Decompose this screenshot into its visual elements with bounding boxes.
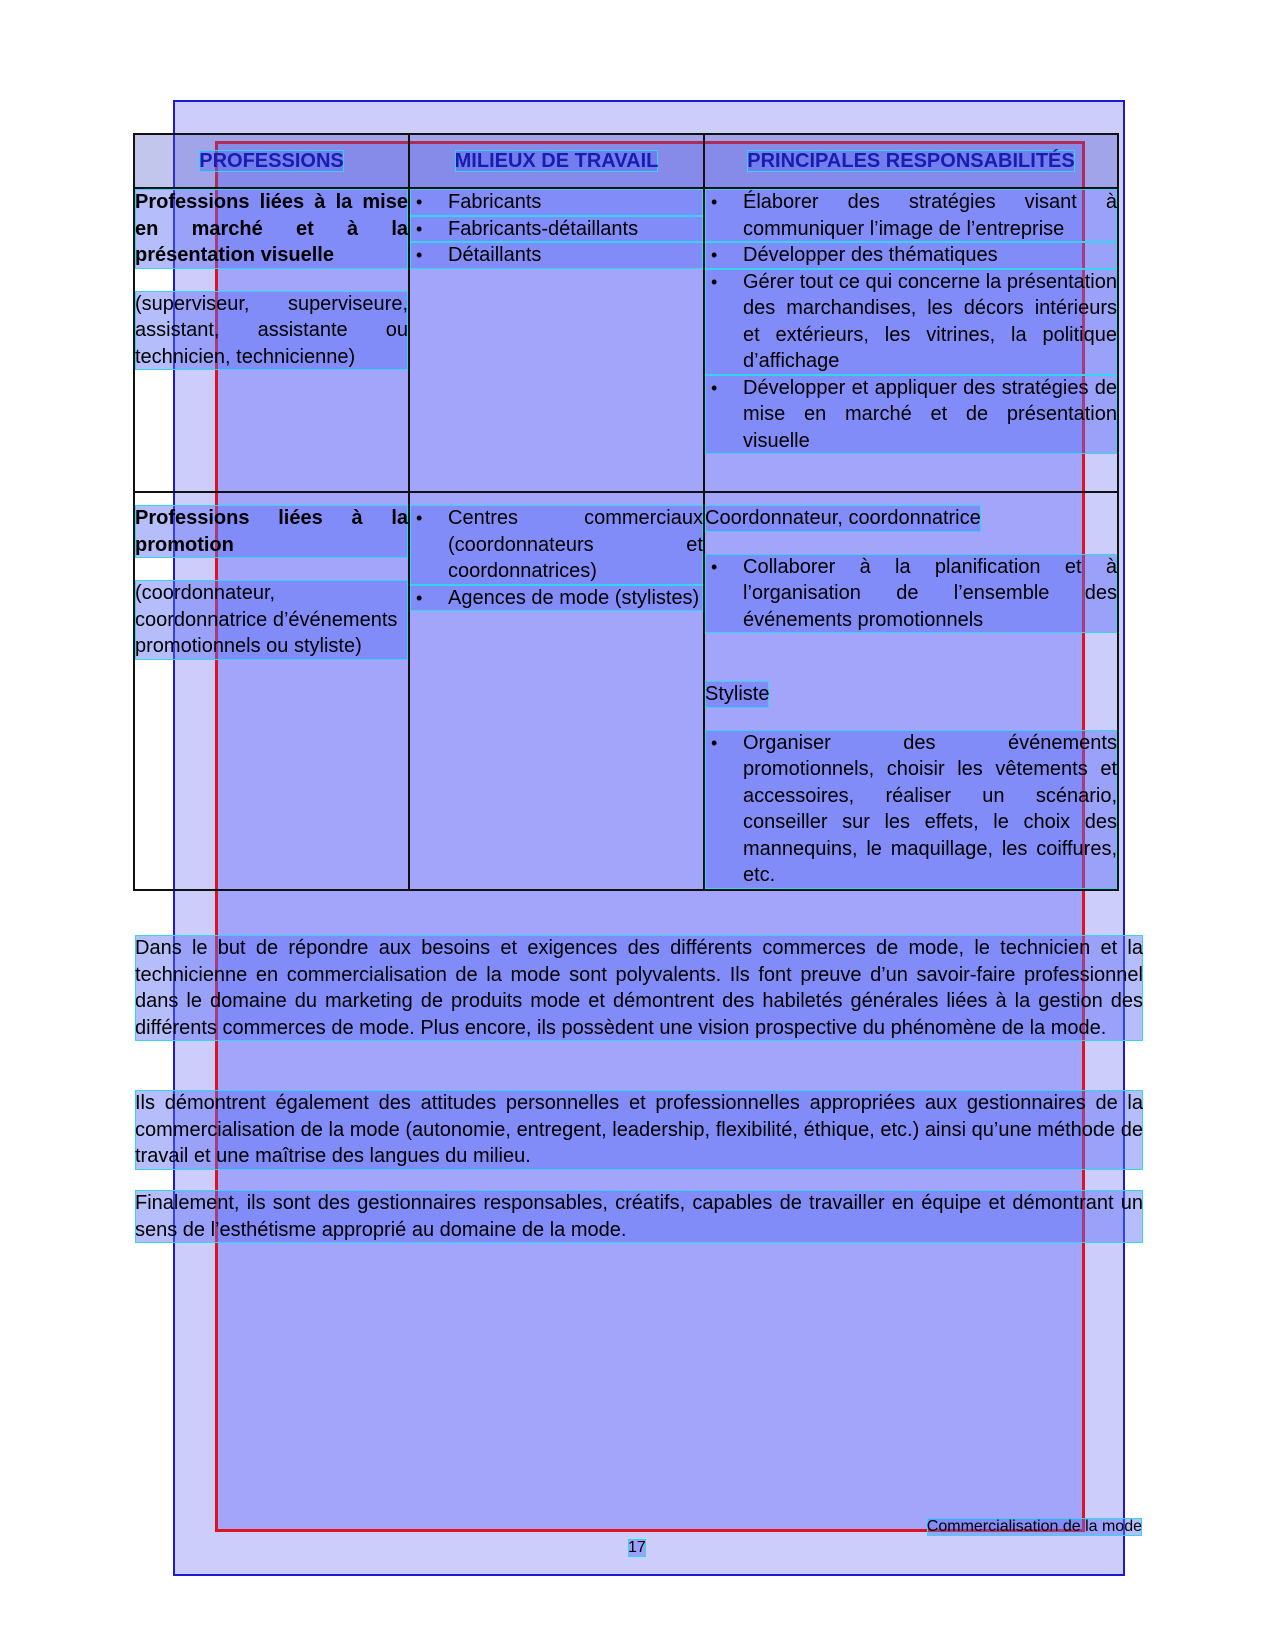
page-number: 17 [628, 1539, 646, 1556]
header-milieux: MILIEUX DE TRAVAIL [409, 134, 704, 188]
list-item: • Détaillants [410, 242, 703, 269]
milieux-cell [409, 492, 704, 890]
paragraph-intro: Dans le but de répondre aux besoins et exigences des différents commerces de mode, le technicien et la technicienne en commercialisation de la mode sont polyvalents. Ils font preuve d’un savoir-faire professionnel dans le domaine du marketing de produits mode et démontrent des habiletés générales liées à la gestion des différents commerces de mode. Plus encore, ils possèdent une vision prospective du phénomène de la mode. [135, 935, 1143, 1041]
profession-cell [134, 492, 409, 890]
profession-title: Professions liées à la mise en marché et à la présentation visuelle [135, 189, 408, 269]
paragraph-attitudes: Ils démontrent également des attitudes personnelles et professionnelles appropriées aux gestionnaires de la commercialisation de la mode (autonomie, entregent, leadership, flexibilité, éthique, etc.) ainsi qu’une méthode de travail et une maîtrise des langues du milieu. [135, 1090, 1143, 1170]
professions-table [133, 133, 1119, 891]
table-row [134, 492, 1118, 890]
header-professions: PROFESSIONS [134, 134, 409, 188]
profession-cell [134, 188, 409, 492]
group-title: Styliste [705, 681, 769, 708]
list-item: • Développer des thématiques [705, 242, 1117, 269]
list-item: • Centres commerciaux (coordonnateurs et coordonnatrices) [410, 505, 703, 585]
list-item: • Collaborer à la planification et à l’organisation de l’ensemble des événements promotionnels [705, 554, 1117, 634]
paragraph-conclusion: Finalement, ils sont des gestionnaires responsables, créatifs, capables de travailler en équipe et démontrant un sens de l’esthétisme approprié au domaine de la mode. [135, 1190, 1143, 1243]
list-item: • Agences de mode (stylistes) [410, 585, 703, 612]
header-responsabilites: PRINCIPALES RESPONSABILITÉS [704, 134, 1118, 188]
responsabilites-cell [704, 492, 1118, 890]
group-title: Coordonnateur, coordonnatrice [705, 505, 981, 532]
list-item: • Gérer tout ce qui concerne la présentation des marchandises, les décors intérieurs et extérieurs, les vitrines, la politique d’affichage [705, 269, 1117, 375]
footer-program: Commercialisation de la mode [926, 1518, 1142, 1535]
profession-detail: (coordonnateur, coordonnatrice d’événements promotionnels ou styliste) [135, 580, 408, 660]
list-item: • Élaborer des stratégies visant à communiquer l’image de l’entreprise [705, 189, 1117, 242]
responsabilites-cell [704, 188, 1118, 492]
list-item: • Fabricants-détaillants [410, 216, 703, 243]
table-row [134, 188, 1118, 492]
milieux-cell [409, 188, 704, 492]
list-item: • Développer et appliquer des stratégies de mise en marché et de présentation visuelle [705, 375, 1117, 455]
profession-detail: (superviseur, superviseure, assistant, assistante ou technicien, technicienne) [135, 291, 408, 371]
list-item: • Organiser des événements promotionnels, choisir les vêtements et accessoires, réaliser un scénario, conseiller sur les effets, le choix des mannequins, le maquillage, les coiffures, etc. [705, 730, 1117, 889]
table-header-row [134, 134, 1118, 188]
profession-title: Professions liées à la promotion [135, 505, 408, 558]
list-item: • Fabricants [410, 189, 703, 216]
